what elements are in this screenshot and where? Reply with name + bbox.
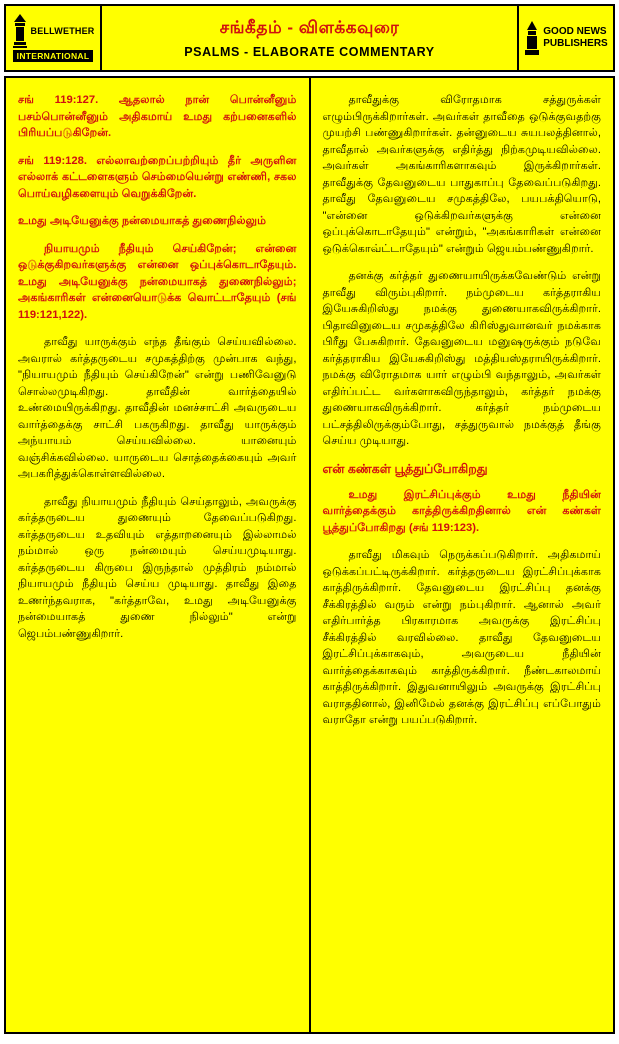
verse-quote-121-122: நியாயமும் நீதியும் செய்கிறேன்; என்னை ஒடுக்குகிறவர்களுக்கு என்னை ஒப்புக்கொடாதேயும். உமது அடியேனுக்கு நன்மையாகத் துணைநில்லும்; அகங்காரிகள் என்னையொடுக்க வொட்டாதேயும் (சங் 119:121,122).	[18, 242, 297, 321]
section-heading-right: என் கண்கள் பூத்துப்போகிறது	[322, 461, 488, 476]
bell-tower-icon	[12, 14, 28, 48]
commentary-paragraph-2: தாவீது நியாயமும் நீதியும் செய்தாலும், அவருக்கு கர்த்தருடைய துணையும் தேவைப்படுகிறது. கர்த்தருடைய உதவியும் எத்தாறனையும் இல்லாமல் நம்மால் ஒரு நன்மையும் செய்யமுடியாது. கர்த்தருடைய கிருபை இருந்தால் முத்திரம் நம்மால் நியாயமும் நீதியும் செய்ய முடியாது. தாவீது இதை உணர்ந்தவராக, "கர்த்தாவே, உமது அடியேனுக்கு நன்மையாகத் துணை நில்லும்" என்று ஜெபம்பண்ணுகிறார்.	[18, 495, 297, 640]
commentary-paragraph-4: தனக்கு கர்த்தர் துணையாயிருக்கவேண்டும் என்று தாவீது விரும்புகிறார். நம்முடைய கர்த்தராகிய இயேசுகிறிஸ்து நமக்கு துணையாகவிருக்கிறார். பிதாவினுடைய சமுகத்திலே கிரிஸ்துவானவர் நமக்காக பிரீது பேசுகிறார். தேவனுடைய மனுஷருக்கும் நடுவே கர்த்தராகிய இயேசுகிறிஸ்து மத்தியஸ்தராயிருக்கிறார். நமக்கு விரோதமாக யார் எழும்பி வந்தாலும், அவர்கள் எதிர்ப்பட்ட வர்களாகவிருந்தாலும், கர்த்தர் நமக்கு துணையாகவிருக்கிறார். கர்த்தர் நம்முடைய பட்சத்திலிருக்கும்போது, சத்துருவால் நமக்குத் தீங்கு செய்ய முடியாது.	[322, 270, 601, 447]
bellwether-international-logo	[6, 6, 102, 70]
left-column	[6, 78, 311, 1032]
church-steeple-icon	[524, 21, 540, 55]
good-news-logo-line1: GOOD NEWS	[543, 26, 607, 37]
good-news-logo-lines	[543, 26, 607, 50]
commentary-paragraph-1: தாவீது யாருக்கும் எந்த தீங்கும் செய்யவில்லை. அவரால் கர்த்தருடைய சமுகத்திற்கு முன்பாக வந்து, "நியாயமும் நீதியும் செய்கிறேன்" என்று பணிவேனுடு சொல்லமுடிகிறது. தாவீதின் வார்த்தையில் உண்மையிருக்கிறது. தாவீதின் மனச்சாட்சி அவருடைய வார்த்தைக்கு சாட்சி பகருகிறது. தாவீது யாருக்கும் அந்யாயம் செய்யவில்லை. யானையும் வஞ்சிக்கவில்லை. யாருடைய சொத்தைக்கையும் அவர் அபகரித்துக்கொள்ளவில்லை.	[18, 336, 297, 480]
verse-reference-128: சங் 119:128. எல்லாவற்றைப்பற்றியும் தீர் அருளின எல்லாக் கட்டளைகளும் செம்மையென்று எண்ணி, சகல பொய்வழிகளையும் வெறுக்கிறேன்.	[18, 154, 297, 200]
page-title-english: PSALMS - ELABORATE COMMENTARY	[184, 45, 435, 59]
verse-quote-123: உமது இரட்சிப்புக்கும் உமது நீதியின் வார்த்தைக்கும் காத்திருக்கிறதினால் என் கண்கள் பூத்துப்போகிறது (சங் 119:123).	[322, 488, 601, 534]
bellwether-logo-line2: INTERNATIONAL	[13, 50, 94, 62]
good-news-publishers-logo	[517, 6, 613, 70]
good-news-logo-line2: PUBLISHERS	[543, 38, 608, 49]
title-block	[102, 6, 517, 70]
body-frame	[4, 76, 615, 1034]
commentary-paragraph-3: தாவீதுக்கு விரோதமாக சத்துருக்கள் எழும்பிருக்கிறார்கள். அவர்கள் தாவீதை ஒடுக்குவதற்கு முயற்சி பண்ணுகிறார்கள். தன்னுடைய சுயபலத்தினால், தாவீதால் அவர்களுக்கு எதிர்த்து நிற்கமுடியவில்லை. அவர்கள் அகங்காரிகளாகவும் இருக்கிறார்கள். தாவீதுக்கு தேவனுடைய பாதுகாப்பு தேவைப்படுகிறது. தாவீது தேவனுடைய சமுகத்திலே, பயபக்தியொடு, "என்னை ஒடுக்கிறவர்களுக்கு என்னை ஒப்புக்கொடாதேயும்" என்றும், "அகங்காரிகள் என்னை ஒடுக்கொவ்ட்டாதேயும்" என்றும் ஜெயம்பண்ணுகிறார்.	[322, 94, 601, 255]
verse-reference-127: சங் 119:127. ஆதலால் நான் பொன்னீனும் பசம்பொன்னீனும் அதிகமாய் உமது கற்பனைகளில் பிரியப்படுகிறேன்.	[18, 94, 297, 139]
page-title-tamil: சங்கீதம் - விளக்கவுரை	[219, 18, 400, 37]
commentary-paragraph-5: தாவீது மிகவும் நெருக்கப்படுகிறார். அதிகமாய் ஒடுக்கப்பட்டிருக்கிறார். கர்த்தருடைய இரட்சிப்புக்காக காத்திருக்கிறார். தேவனுடைய இரட்சிப்பு தனக்கு சீக்கிரத்தில் வரும் என்று நம்புகிறார். ஆனால் அவர் எதிர்பார்த்த பிரகாரமாக அவருக்கு இரட்சிப்பு சீக்கிரத்தில் வரவில்லை. தாவீது தேவனுடைய இரட்சிப்புக்காகவும், அவருடைய நீதியின் வார்த்தைக்காகவும் காத்திருக்கிறார். நீண்டகாலமாய் காத்திருக்கிறார். இதுவனாயிலும் அவருக்கு இரட்சிப்பு வராததினால், இனிமேல் தனக்கு இரட்சிப்பு எப்போதும் வராதோ என்று பயப்படுகிறார்.	[322, 549, 601, 726]
right-column	[311, 78, 614, 1032]
page-header	[4, 4, 615, 72]
bellwether-logo-line1: BELLWETHER	[30, 25, 95, 36]
logo-mark-left	[12, 14, 95, 48]
section-subheading-left: உமது அடியேனுக்கு நன்மையாகத் துணைநில்லும்	[18, 215, 267, 227]
logo-mark-right	[524, 21, 607, 55]
